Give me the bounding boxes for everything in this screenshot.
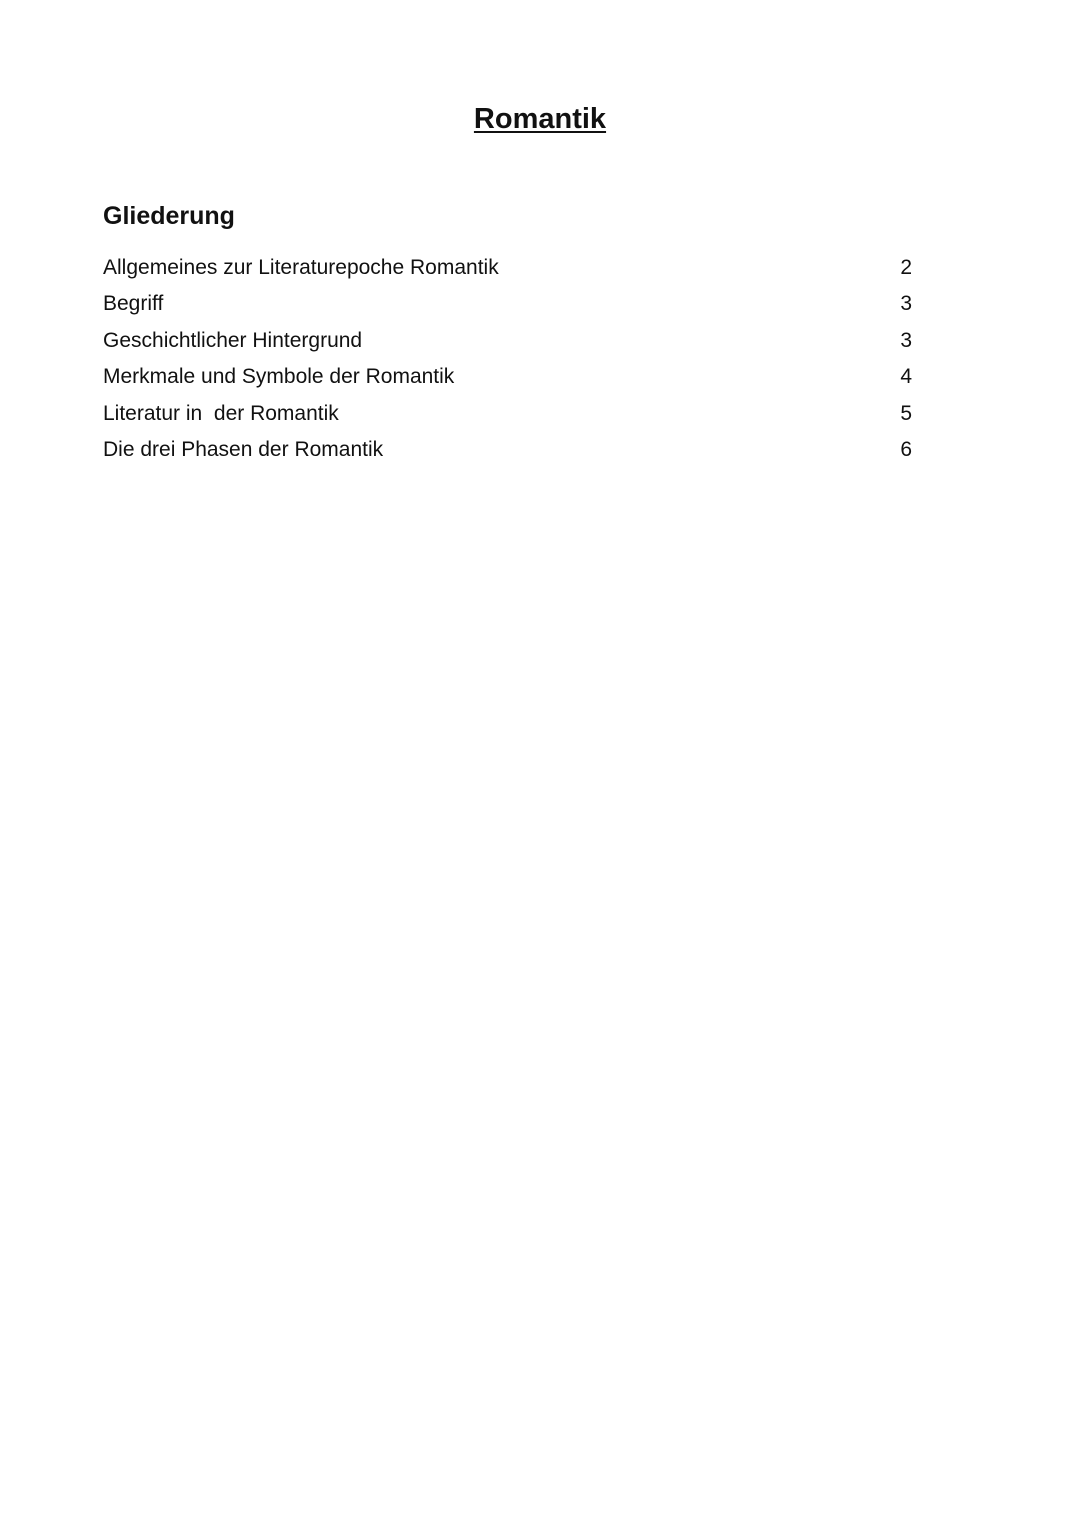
toc-entry-label: Die drei Phasen der Romantik	[103, 437, 384, 461]
toc-entry-page-number: 6	[900, 437, 912, 461]
toc-entry-label: Merkmale und Symbole der Romantik	[103, 365, 455, 389]
toc-entry	[103, 432, 915, 468]
toc-entry-label: Allgemeines zur Literaturepoche Romantik	[103, 256, 499, 279]
toc-entry-label: Begriff	[103, 292, 164, 316]
toc-entry-label: Literatur in der Romantik	[103, 401, 339, 425]
table-of-contents	[103, 250, 915, 468]
document-title	[0, 100, 1080, 138]
document-title-text: Romantik	[473, 103, 607, 135]
toc-entry-label: Geschichtlicher Hintergrund	[103, 328, 363, 352]
toc-entry-page-number: 4	[900, 365, 912, 389]
toc-heading: Gliederung	[103, 202, 235, 230]
toc-entry-page-number: 5	[900, 401, 912, 425]
toc-entry-page-number: 2	[900, 256, 912, 279]
toc-entry	[103, 250, 915, 286]
toc-entry	[103, 323, 915, 359]
toc-entry	[103, 286, 915, 322]
toc-entry	[103, 396, 915, 432]
toc-entry	[103, 359, 915, 395]
toc-entry-page-number: 3	[900, 292, 912, 316]
toc-entry-page-number: 3	[900, 328, 912, 352]
